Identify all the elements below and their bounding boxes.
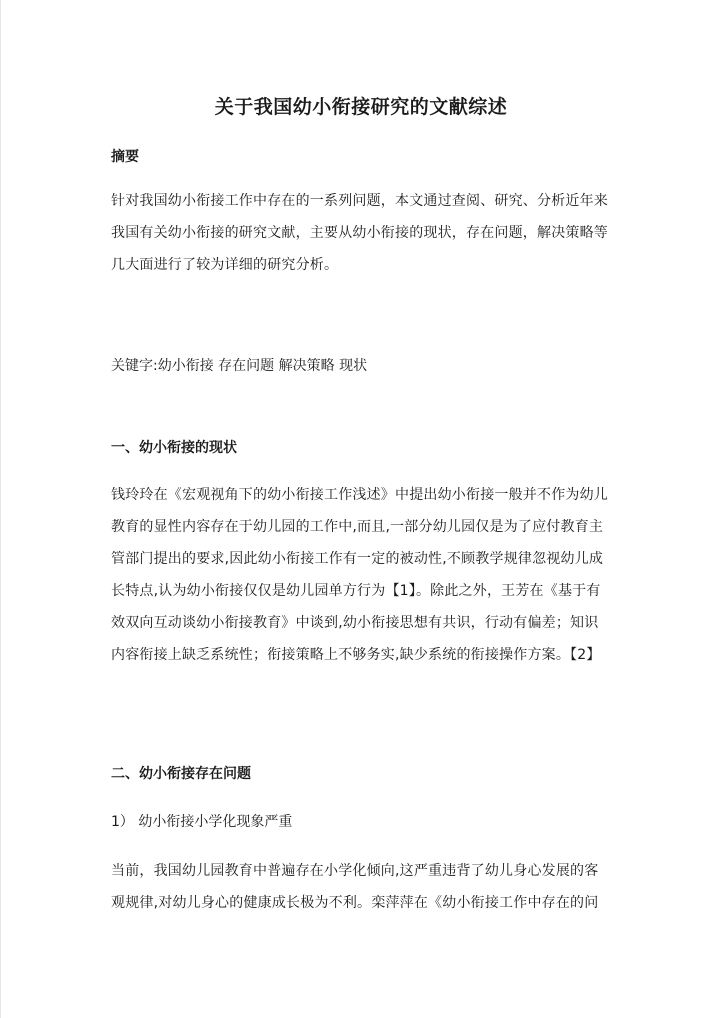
section1-line: 管部门提出的要求,因此幼小衔接工作有一定的被动性,不顾教学规律忽视幼儿成 <box>111 551 604 567</box>
document-title: 关于我国幼小衔接研究的文献综述 <box>214 96 508 118</box>
section1-line: 效双向互动谈幼小衔接教育》中谈到,幼小衔接思想有共识，行动有偏差；知识 <box>111 615 599 631</box>
section1-paragraph <box>111 479 613 671</box>
section1-line: 教育的显性内容存在于幼儿园的工作中,而且,一部分幼儿园仅是为了应付教育主 <box>111 519 604 535</box>
abstract-line: 我国有关幼小衔接的研究文献，主要从幼小衔接的现状，存在问题，解决策略等 <box>111 225 608 241</box>
section1-line: 内容衔接上缺乏系统性；衔接策略上不够务实,缺少系统的衔接操作方案。【2】 <box>111 647 601 663</box>
section2-heading: 二、幼小衔接存在问题 <box>111 766 251 782</box>
section1-line: 钱玲玲在《宏观视角下的幼小衔接工作浅述》中提出幼小衔接一般并不作为幼儿 <box>111 487 608 503</box>
section1-heading: 一、幼小衔接的现状 <box>111 440 237 456</box>
section2-line: 当前，我国幼儿园教育中普遍存在小学化倾向,这严重违背了幼儿身心发展的客 <box>111 863 599 879</box>
section1-line: 长特点,认为幼小衔接仅仅是幼儿园单方行为【1】。除此之外，王芳在《基于有 <box>111 583 601 599</box>
abstract-heading: 摘要 <box>111 149 139 165</box>
abstract-line: 针对我国幼小衔接工作中存在的一系列问题，本文通过查阅、研究、分析近年来 <box>111 193 608 209</box>
abstract-paragraph <box>111 185 613 281</box>
section2-line: 观规律,对幼儿身心的健康成长极为不利。栾萍萍在《幼小衔接工作中存在的问 <box>111 895 599 911</box>
section2-paragraph <box>111 855 613 919</box>
section2-subheading: 1） 幼小衔接小学化现象严重 <box>111 814 293 830</box>
abstract-line: 几大面进行了较为详细的研究分析。 <box>111 257 339 273</box>
keywords-line: 关键字:幼小衔接 存在问题 解决策略 现状 <box>111 358 368 374</box>
